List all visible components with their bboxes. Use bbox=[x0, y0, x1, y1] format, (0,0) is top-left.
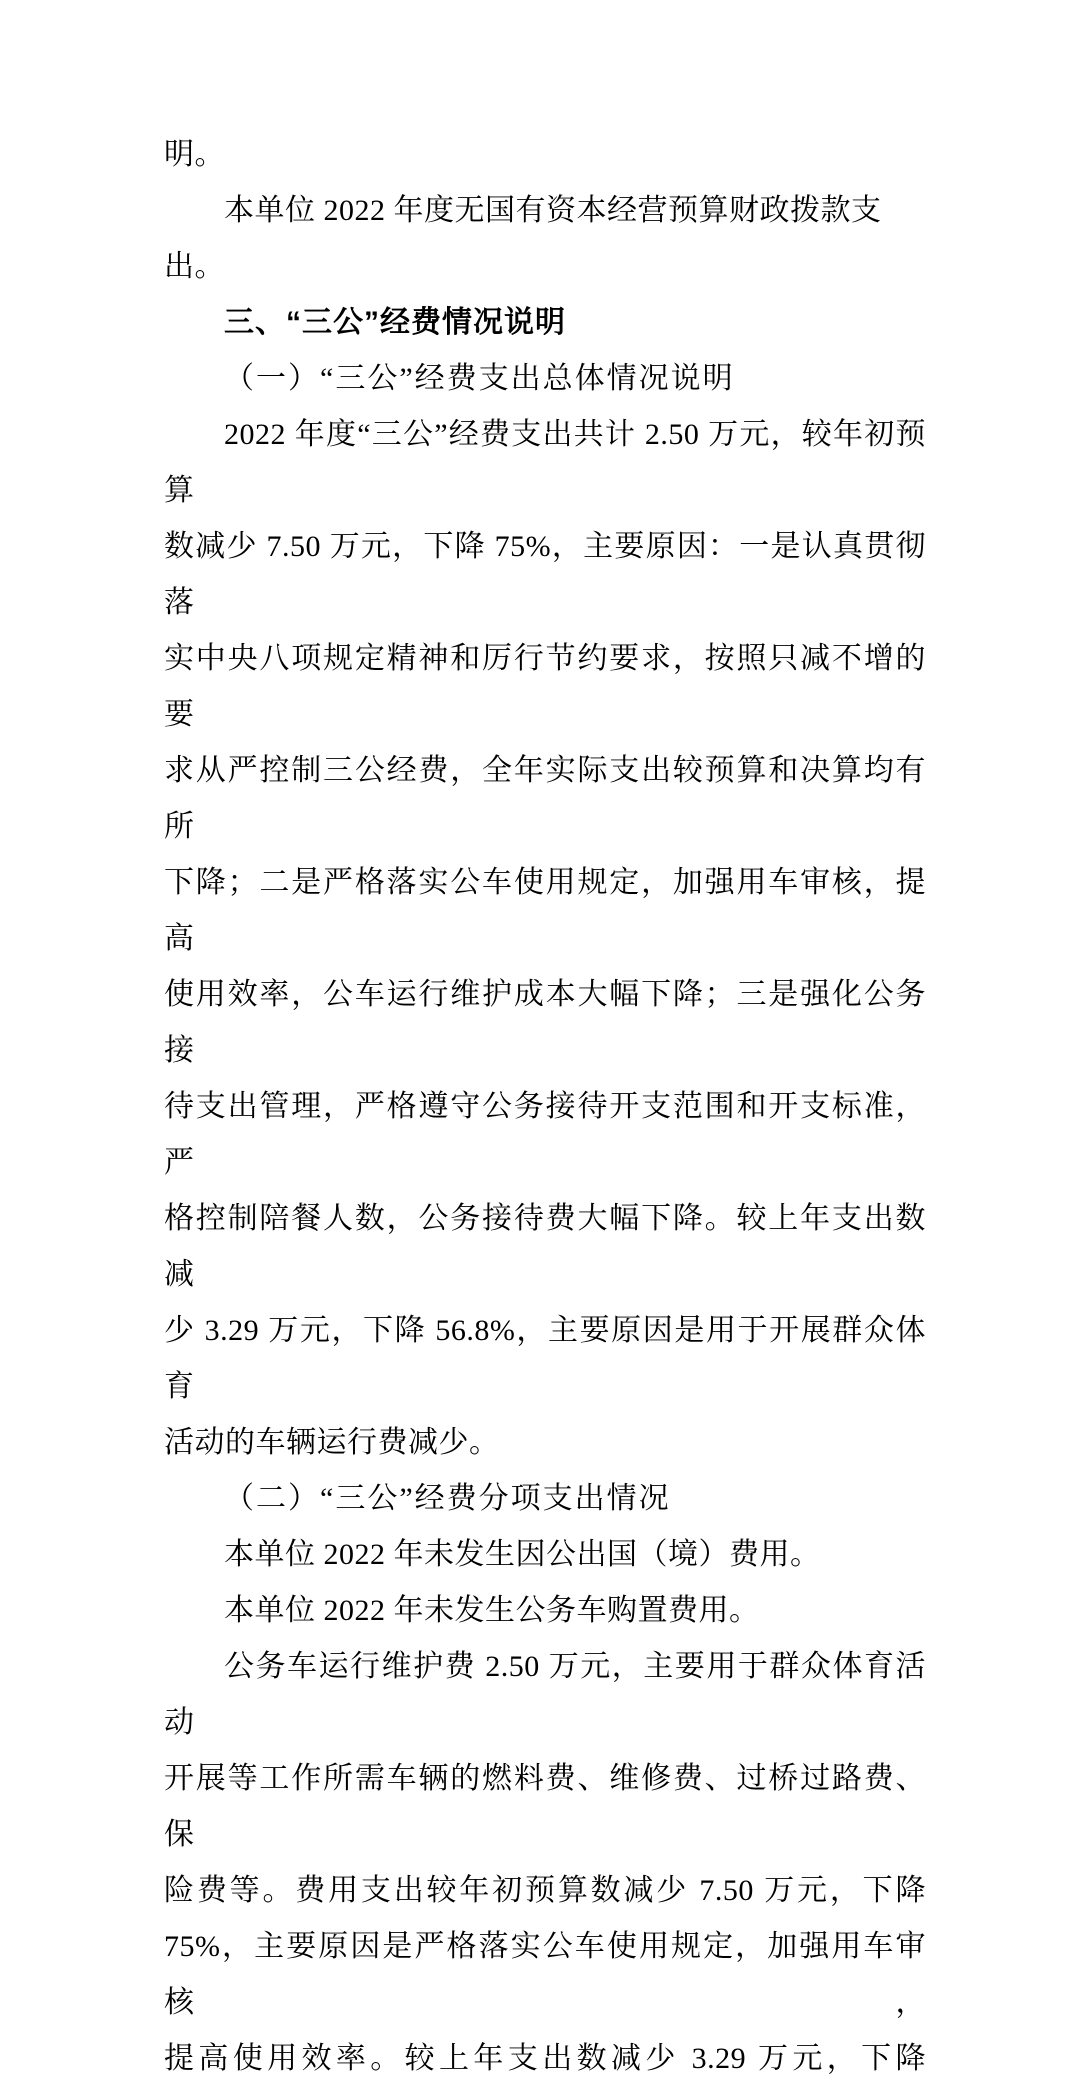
text-line: 2022 年度“三公”经费支出共计 2.50 万元，较年初预算 bbox=[164, 418, 926, 507]
text-line: 本单位 2022 年未发生因公出国（境）费用。 bbox=[224, 1538, 821, 1571]
text-line: 格控制陪餐人数，公务接待费大幅下降。较上年支出数减 bbox=[164, 1202, 926, 1291]
text-line: 本单位 2022 年度无国有资本经营预算财政拨款支出。 bbox=[164, 194, 882, 283]
text-line: 本单位 2022 年未发生公务车购置费用。 bbox=[224, 1594, 760, 1627]
text-line: 明。 bbox=[164, 138, 225, 171]
text-line: 数减少 7.50 万元，下降 75%，主要原因：一是认真贯彻落 bbox=[164, 530, 926, 619]
text-line: 活动的车辆运行费减少。 bbox=[164, 1426, 500, 1459]
text-line: 少 3.29 万元，下降 56.8%，主要原因是用于开展群众体育 bbox=[164, 1314, 926, 1403]
document-text-block bbox=[164, 127, 926, 2087]
text-line: 75%，主要原因是严格落实公车使用规定，加强用车审核， bbox=[164, 1930, 926, 2019]
text-line: 实中央八项规定精神和厉行节约要求，按照只减不增的要 bbox=[164, 642, 926, 731]
subsection-heading: （一）“三公”经费支出总体情况说明 bbox=[224, 362, 735, 395]
text-line: 公务车运行维护费 2.50 万元，主要用于群众体育活动 bbox=[164, 1650, 926, 1739]
subsection-heading: （二）“三公”经费分项支出情况 bbox=[224, 1482, 671, 1515]
text-line: 险费等。费用支出较年初预算数减少 7.50 万元，下降 bbox=[164, 1874, 926, 1907]
text-line: 提高使用效率。较上年支出数减少 3.29 万元，下降 bbox=[164, 2042, 926, 2075]
text-line: 求从严控制三公经费，全年实际支出较预算和决算均有所 bbox=[164, 754, 926, 843]
text-line: 下降；二是严格落实公车使用规定，加强用车审核，提高 bbox=[164, 866, 926, 955]
text-line: 使用效率，公车运行维护成本大幅下降；三是强化公务接 bbox=[164, 978, 926, 1067]
text-line: 待支出管理，严格遵守公务接待开支范围和开支标准，严 bbox=[164, 1090, 926, 1179]
text-line: 开展等工作所需车辆的燃料费、维修费、过桥过路费、保 bbox=[164, 1762, 926, 1851]
section-heading: 三、“三公”经费情况说明 bbox=[224, 306, 566, 339]
